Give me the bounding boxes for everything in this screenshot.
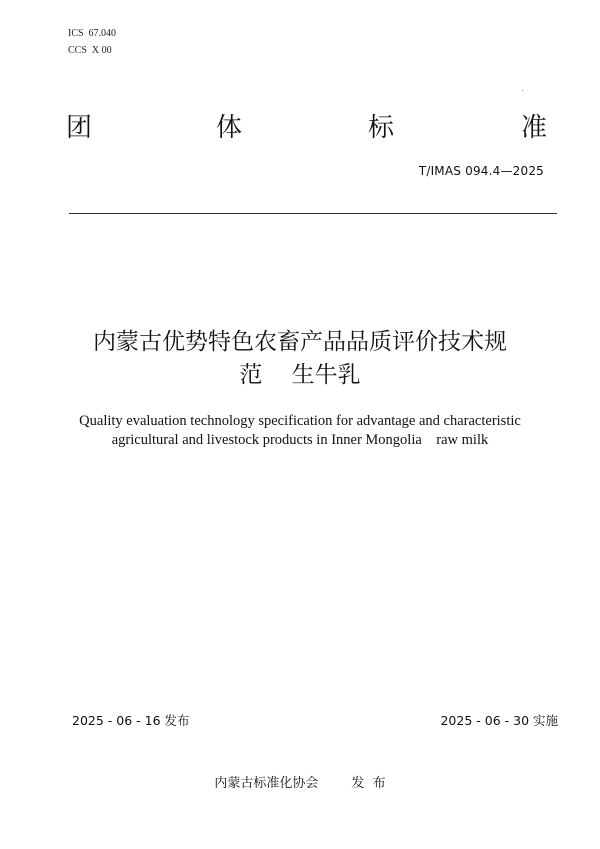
standard-type-char-2: 体	[216, 113, 243, 143]
standard-type-char-3: 标	[368, 113, 395, 143]
chinese-title-line-2: 范 生牛乳	[239, 362, 361, 388]
standard-type-char-4: 准	[521, 113, 548, 143]
english-title-line-1: Quality evaluation technology specification for advantage and characteristic	[79, 413, 521, 429]
ccs-code: CCS X 00	[68, 45, 112, 56]
issue-date: 2025 - 06 - 16 发布	[72, 713, 190, 728]
implementation-date: 2025 - 06 - 30 实施	[440, 713, 558, 728]
corner-mark	[522, 90, 523, 91]
chinese-title-line-1: 内蒙古优势特色农畜产品品质评价技术规	[93, 329, 507, 355]
standard-type-char-1: 团	[66, 113, 93, 143]
header-divider	[69, 213, 557, 214]
publisher: 内蒙古标准化协会 发 布	[214, 776, 386, 791]
ics-code: ICS 67.040	[68, 28, 117, 39]
standard-number: T/IMAS 094.4—2025	[418, 164, 544, 178]
english-title-line-2: agricultural and livestock products in Inner Mongolia raw milk	[111, 432, 489, 448]
